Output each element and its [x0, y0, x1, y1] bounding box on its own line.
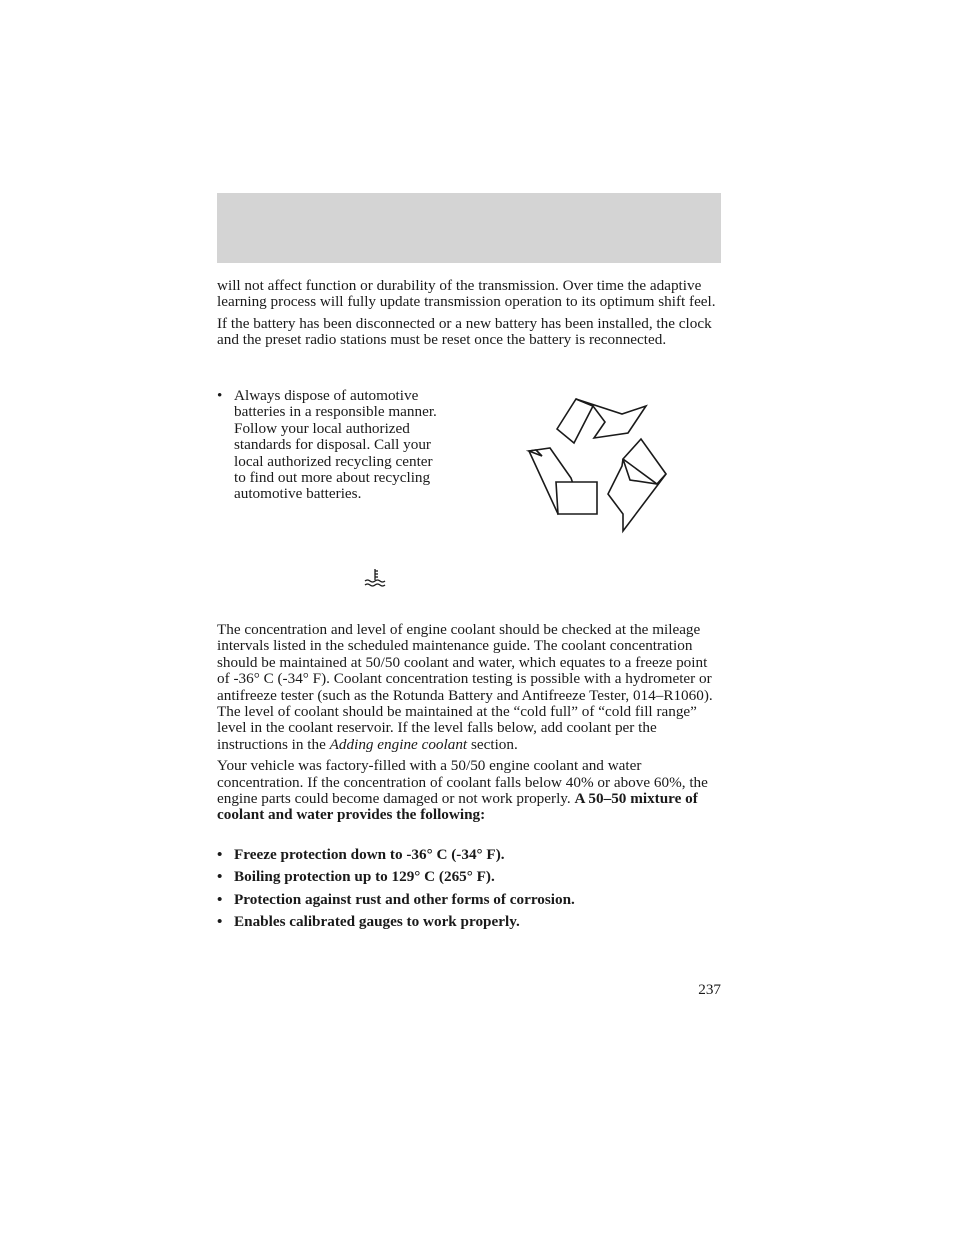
bullet-line: automotive batteries. — [234, 485, 362, 503]
coolant-text-end: section. — [467, 735, 518, 753]
paragraph-factory-fill — [217, 758, 721, 824]
bullet-line: standards for disposal. Call your — [234, 436, 431, 454]
bullet-line: local authorized recycling center — [234, 452, 433, 470]
benefit-text: Enables calibrated gauges to work properly. — [234, 913, 520, 930]
paragraph-transmission: will not affect function or durability of the transmission. Over time the adaptive learning process will fully update transmission operation to its optimum shift feel. — [217, 277, 716, 311]
mixture-benefits-intro: A 50–50 mixture of coolant and water provides the following: — [217, 790, 698, 824]
factory-fill-text: Your vehicle was factory-filled with a 50/50 engine coolant and water concentration. If the concentration of coolant falls below 40% or above 60%, the engine parts could become damaged or not work properly. — [217, 757, 708, 808]
recycle-icon — [526, 396, 668, 534]
paragraph-coolant-concentration — [217, 622, 721, 753]
bullet-line: to find out more about recycling — [234, 469, 431, 487]
page-number: 237 — [698, 981, 721, 998]
section-header-band — [217, 193, 721, 263]
body-text-coolant — [217, 622, 721, 824]
paragraph-battery-reset: If the battery has been disconnected or a new battery has been installed, the clock and the preset radio stations must be reset once the battery is reconnected. — [217, 314, 712, 349]
coolant-text: The concentration and level of engine coolant should be checked at the mileage intervals listed in the scheduled maintenance guide. The coolant concentration should be maintained at 50/50 coolant and water, which equates to a freeze point of -36° C (-34° F). Coolant concentration testing is possible with a hydrometer or antifreeze tester (such as the Rotunda Battery and Antifreeze Tester, 014–R1060). The level of coolant should be maintained at the “cold full” of “cold fill range” level in the coolant reservoir. If the level falls below, add coolant per the instructions in the — [217, 621, 713, 753]
bullet-line: batteries in a responsible manner. — [234, 403, 437, 421]
bullet-dot: • — [217, 913, 223, 930]
bullet-dot: • — [217, 868, 223, 885]
bullet-dot: • — [217, 387, 223, 404]
benefit-text: Protection against rust and other forms of corrosion. — [234, 891, 575, 908]
bullet-dot: • — [217, 846, 223, 863]
bullet-line: Always dispose of automotive — [234, 387, 419, 404]
bullet-line: Follow your local authorized — [234, 419, 410, 437]
body-text-top — [217, 278, 721, 349]
engine-coolant-temperature-icon — [363, 567, 387, 589]
benefit-text: Boiling protection up to 129° C (265° F). — [234, 868, 495, 885]
benefit-text: Freeze protection down to -36° C (-34° F). — [234, 846, 505, 863]
adding-engine-coolant-reference: Adding engine coolant — [329, 735, 468, 753]
bullet-dot: • — [217, 891, 223, 908]
